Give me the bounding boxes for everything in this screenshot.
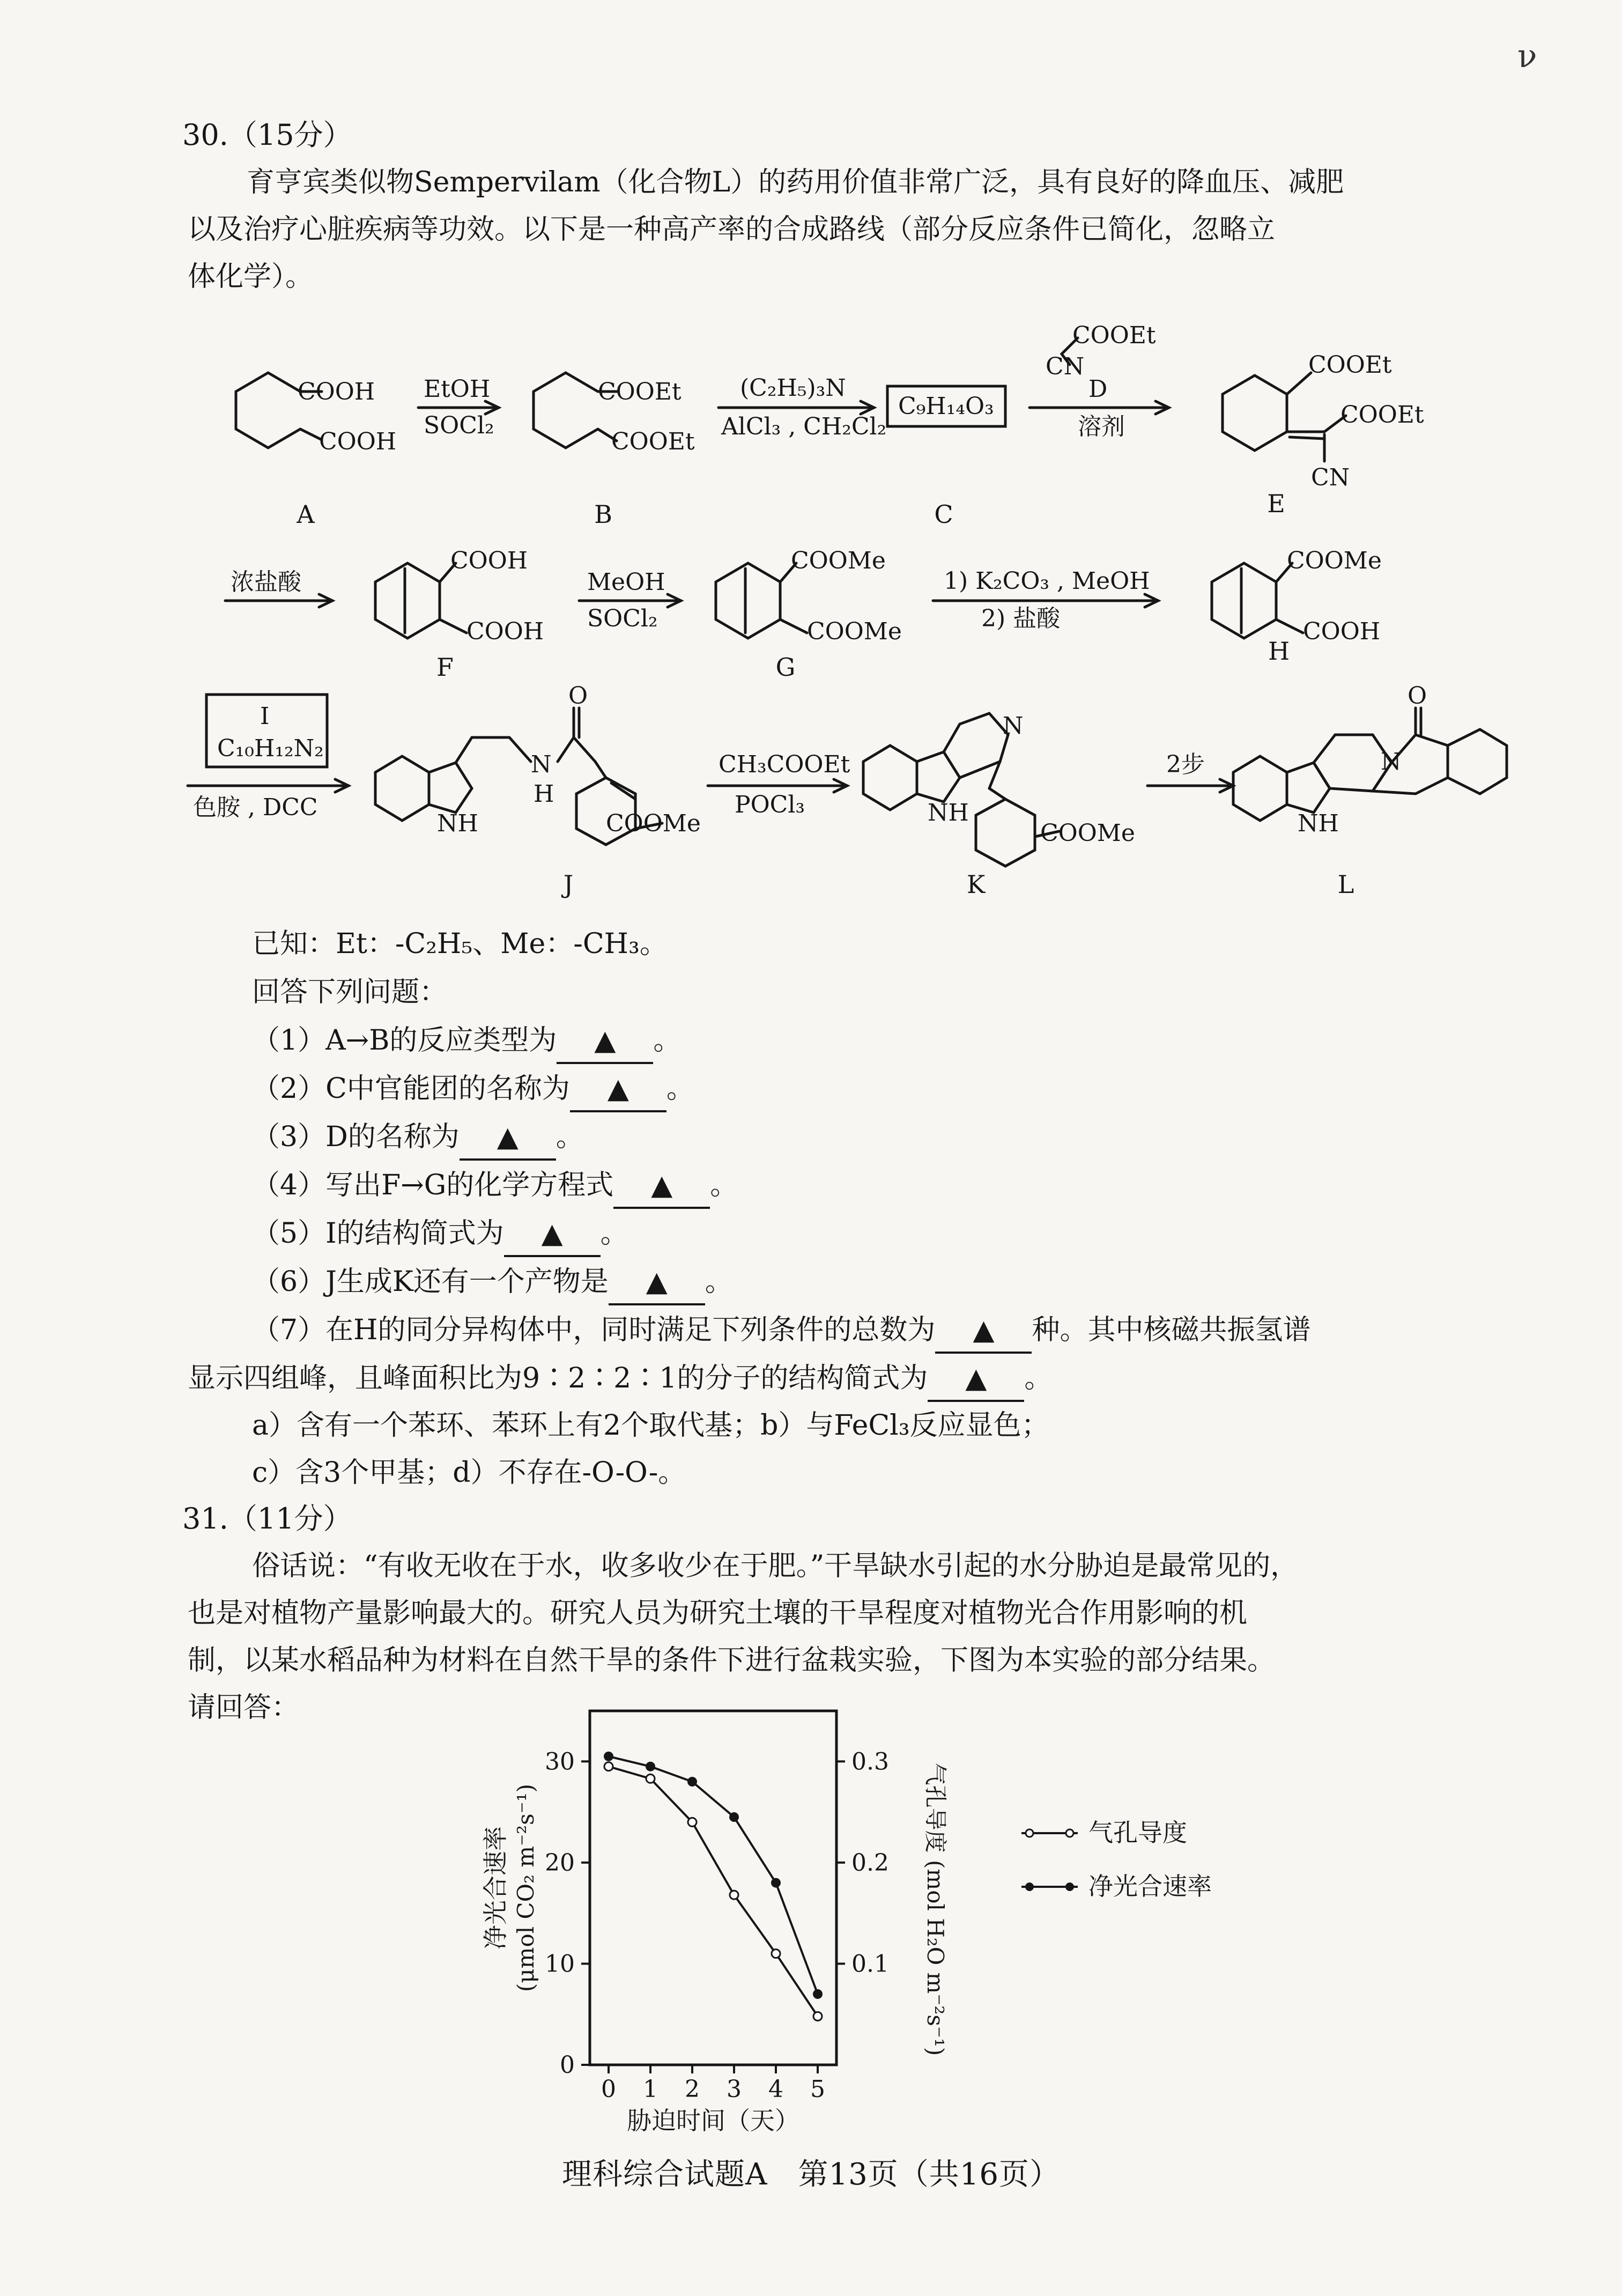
molecule-a-chain xyxy=(236,373,300,448)
q30-sub-7-text-1: （7）在H的同分异构体中，同时满足下列条件的总数为 xyxy=(252,1314,936,1346)
x-axis-label: 胁迫时间（天） xyxy=(627,2106,799,2135)
q30-sub-3-text: （3）D的名称为 xyxy=(252,1121,460,1153)
y-right-tick-label: 0.2 xyxy=(851,1849,889,1877)
q30-sub-6-text: （6）J生成K还有一个产物是 xyxy=(252,1266,609,1298)
molecule-l-pyrrole xyxy=(1287,763,1330,813)
q30-sub-4-text: （4）写出F→G的化学方程式 xyxy=(252,1169,614,1201)
e-cn: CN xyxy=(1311,464,1350,491)
label-k: K xyxy=(966,870,986,899)
q30-sub-2-text: （2）C中官能团的名称为 xyxy=(252,1073,570,1105)
y-left-tick-label: 30 xyxy=(545,1748,575,1776)
y-left-tick-label: 20 xyxy=(545,1849,575,1877)
series-0-point xyxy=(688,1818,697,1826)
series-1-point xyxy=(813,1989,823,1999)
label-g: G xyxy=(775,653,796,682)
q30-intro-line-3: 体化学）。 xyxy=(188,261,314,293)
answer-prompt: 回答下列问题： xyxy=(252,976,448,1008)
molecule-j-indole-benzene xyxy=(375,756,429,821)
e-cooet-top: COOEt xyxy=(1308,351,1392,379)
legend-label-stomatal: 气孔导度 xyxy=(1088,1818,1187,1847)
synthesis-scheme xyxy=(0,300,1622,912)
compound-i-label: I xyxy=(260,703,270,730)
q30-sub-5 xyxy=(252,1212,628,1257)
compound-c-formula: C₉H₁₄O₃ xyxy=(898,393,994,420)
q30-sub-7-line-2 xyxy=(188,1357,1052,1402)
q31-intro-line-1: 俗话说：“有收无收在于水，收多收少在于肥。”干旱缺水引起的水分胁迫是最常见的， xyxy=(252,1550,1299,1582)
d-cooet: COOEt xyxy=(1072,322,1156,349)
a-cooh-top: COOH xyxy=(298,378,375,405)
legend-filled-marker xyxy=(1025,1882,1034,1891)
step-fg-bottom: SOCl₂ xyxy=(587,605,658,632)
q30-sub-5-blank[interactable]: ▲ xyxy=(504,1212,601,1257)
q30-sub-3 xyxy=(252,1116,584,1161)
j-amide-n: N xyxy=(531,751,552,778)
series-0-point xyxy=(646,1774,655,1783)
q31-intro-line-2: 也是对植物产量影响最大的。研究人员为研究土壤的干旱程度对植物光合作用影响的机 xyxy=(188,1597,1248,1629)
q30-sub-6-blank[interactable]: ▲ xyxy=(609,1260,705,1305)
l-o: O xyxy=(1408,682,1427,710)
d-cn: CN xyxy=(1046,353,1085,380)
q30-sub-7-text-2: 种。其中核磁共振氢谱 xyxy=(1032,1314,1311,1346)
series-1-point xyxy=(687,1777,697,1786)
q30-sub-5-end: 。 xyxy=(600,1217,628,1250)
x-tick-label: 1 xyxy=(643,2076,658,2103)
q31-intro-line-4: 请回答： xyxy=(188,1692,300,1724)
q30-sub-7-blank-1[interactable]: ▲ xyxy=(935,1309,1032,1354)
h-coome: COOMe xyxy=(1287,547,1382,574)
x-tick-label: 5 xyxy=(810,2076,825,2103)
q30-sub-6 xyxy=(252,1260,733,1305)
y-axis-right-label: 气孔导度 (mol H₂O m⁻²s⁻¹) xyxy=(922,1762,949,2056)
molecule-l-benzene xyxy=(1233,756,1287,821)
q30-sub-1-text: （1）A→B的反应类型为 xyxy=(252,1024,557,1057)
x-tick-label: 2 xyxy=(685,2076,700,2103)
f-cooh-top: COOH xyxy=(450,547,528,574)
label-f: F xyxy=(436,653,454,682)
q30-sub-7-blank-2[interactable]: ▲ xyxy=(928,1357,1024,1402)
step-ef: 浓盐酸 xyxy=(231,569,301,596)
y-right-tick-label: 0.1 xyxy=(851,1950,889,1978)
q30-sub-7-condition-2: c）含3个甲基；d）不存在-O-O-。 xyxy=(252,1457,686,1489)
step-fg-top: MeOH xyxy=(587,569,665,596)
l-n: N xyxy=(1381,748,1402,776)
molecule-k-ring xyxy=(976,799,1035,866)
y-axis-left-label-1: 净光合速率 xyxy=(481,1826,510,1950)
label-c: C xyxy=(934,500,953,529)
y-left-tick-label: 10 xyxy=(545,1950,575,1978)
x-tick-label: 4 xyxy=(768,2076,783,2103)
q30-sub-4-blank[interactable]: ▲ xyxy=(613,1164,710,1209)
step-kl-top: 2步 xyxy=(1166,751,1205,778)
step-ab-bottom: SOCl₂ xyxy=(424,412,494,439)
q30-sub-4 xyxy=(252,1164,738,1209)
series-0-point xyxy=(813,2012,822,2020)
step-jk-bottom: POCl₃ xyxy=(735,791,805,818)
h-cooh: COOH xyxy=(1303,618,1381,645)
chart-legend xyxy=(1021,1818,1212,1901)
e-cooet-right: COOEt xyxy=(1340,401,1424,429)
y-left-tick-label: 0 xyxy=(560,2051,575,2079)
q30-header: 30.（15分） xyxy=(182,118,352,152)
page-footer: 理科综合试题A 第13页（共16页） xyxy=(562,2157,1060,2192)
step-gh-top: 1) K₂CO₃ , MeOH xyxy=(944,567,1150,595)
step-ab-top: EtOH xyxy=(424,375,491,403)
molecule-k-pyrrole xyxy=(917,752,960,802)
label-e: E xyxy=(1267,489,1285,518)
j-nh: NH xyxy=(437,810,478,837)
q30-intro-line-1: 育亨宾类似物Sempervilam（化合物L）的药用价值非常广泛，具有良好的降血压、减肥 xyxy=(247,166,1344,198)
step-bc-bottom: AlCl₃ , CH₂Cl₂ xyxy=(721,413,887,440)
molecule-l-cyclohexene xyxy=(1448,729,1507,794)
q30-sub-2-end: 。 xyxy=(666,1073,694,1105)
j-o: O xyxy=(568,682,588,710)
q30-sub-7-text-4: 。 xyxy=(1024,1362,1053,1394)
q30-sub-2-blank[interactable]: ▲ xyxy=(570,1067,666,1112)
x-tick-label: 0 xyxy=(601,2076,616,2103)
y-right-tick-label: 0.3 xyxy=(851,1748,889,1776)
q31-header: 31.（11分） xyxy=(182,1502,352,1535)
step-jk-top: CH₃COOEt xyxy=(719,751,850,778)
q30-sub-1-end: 。 xyxy=(653,1024,682,1057)
molecule-k-benzene xyxy=(863,745,917,810)
j-amide-h: H xyxy=(534,780,554,808)
g-coome-top: COOMe xyxy=(791,547,886,574)
q30-sub-5-text: （5）I的结构简式为 xyxy=(252,1217,504,1250)
legend-label-photosynthesis: 净光合速率 xyxy=(1088,1872,1212,1901)
b-cooet-bottom: COOEt xyxy=(611,428,695,455)
q30-sub-3-blank[interactable]: ▲ xyxy=(460,1116,556,1161)
molecule-e-ring xyxy=(1223,375,1287,451)
b-cooet-top: COOEt xyxy=(598,378,682,405)
q30-sub-7-condition-1: a）含有一个苯环、苯环上有2个取代基；b）与FeCl₃反应显色； xyxy=(252,1409,1049,1442)
molecule-b-chain xyxy=(534,373,598,448)
molecule-h-ring xyxy=(1212,563,1276,638)
compound-i-formula: C₁₀H₁₂N₂ xyxy=(217,735,324,762)
k-nh: NH xyxy=(928,799,969,826)
series-1-point xyxy=(771,1878,781,1888)
l-nh: NH xyxy=(1298,810,1339,837)
photosynthesis-chart xyxy=(461,1695,1319,2135)
known-abbreviations: 已知：Et：-C₂H₅、Me：-CH₃。 xyxy=(252,928,668,960)
series-line-1 xyxy=(609,1756,818,1994)
series-1-point xyxy=(729,1812,739,1822)
q30-sub-1-blank[interactable]: ▲ xyxy=(557,1019,653,1064)
step-gh-bottom: 2) 盐酸 xyxy=(981,605,1061,632)
series-0-point xyxy=(604,1762,613,1771)
q31-intro-line-3: 制，以某水稻品种为材料在自然干旱的条件下进行盆栽实验，下图为本实验的部分结果。 xyxy=(188,1644,1276,1677)
label-l: L xyxy=(1337,870,1354,899)
label-a: A xyxy=(297,500,315,529)
label-h: H xyxy=(1268,637,1290,666)
y-axis-left-label-2: (μmol CO₂ m⁻²s⁻¹) xyxy=(513,1783,539,1992)
label-j: J xyxy=(563,870,574,899)
legend-open-marker xyxy=(1026,1829,1033,1837)
series-line-0 xyxy=(609,1767,818,2017)
corner-mark: ν xyxy=(1517,38,1537,75)
label-b: B xyxy=(594,500,612,529)
q30-intro-line-2: 以及治疗心脏疾病等功效。以下是一种高产率的合成路线（部分反应条件已简化，忽略立 xyxy=(188,213,1276,246)
j-coome: COOMe xyxy=(606,810,701,837)
x-tick-label: 3 xyxy=(727,2076,742,2103)
k-n: N xyxy=(1003,712,1024,740)
g-coome-bottom: COOMe xyxy=(807,618,902,645)
q30-sub-4-end: 。 xyxy=(710,1169,738,1201)
series-0-point xyxy=(730,1891,738,1899)
f-cooh-bottom: COOH xyxy=(466,618,544,645)
step-bc-top: (C₂H₅)₃N xyxy=(740,374,846,402)
chart-frame xyxy=(590,1711,836,2065)
molecule-g-ring xyxy=(716,563,780,638)
molecule-f-ring xyxy=(375,563,440,638)
series-0-point xyxy=(772,1950,780,1958)
q30-sub-1 xyxy=(252,1019,681,1064)
q30-sub-7-text-3: 显示四组峰，且峰面积比为9∶2∶2∶1的分子的结构简式为 xyxy=(188,1362,928,1394)
q30-sub-3-end: 。 xyxy=(556,1121,584,1153)
a-cooh-bottom: COOH xyxy=(319,428,397,455)
q30-sub-2 xyxy=(252,1067,694,1112)
step-ce-bottom: 溶剂 xyxy=(1078,413,1125,440)
q30-sub-6-end: 。 xyxy=(705,1266,733,1298)
step-hj-bottom: 色胺 , DCC xyxy=(193,794,318,821)
series-1-point xyxy=(646,1762,655,1771)
k-coome: COOMe xyxy=(1040,820,1135,847)
molecule-j-indole-pyrrole xyxy=(429,763,472,813)
q30-sub-7-line-1 xyxy=(252,1309,1310,1354)
series-1-point xyxy=(604,1752,613,1761)
step-ce-top: D xyxy=(1088,375,1108,403)
